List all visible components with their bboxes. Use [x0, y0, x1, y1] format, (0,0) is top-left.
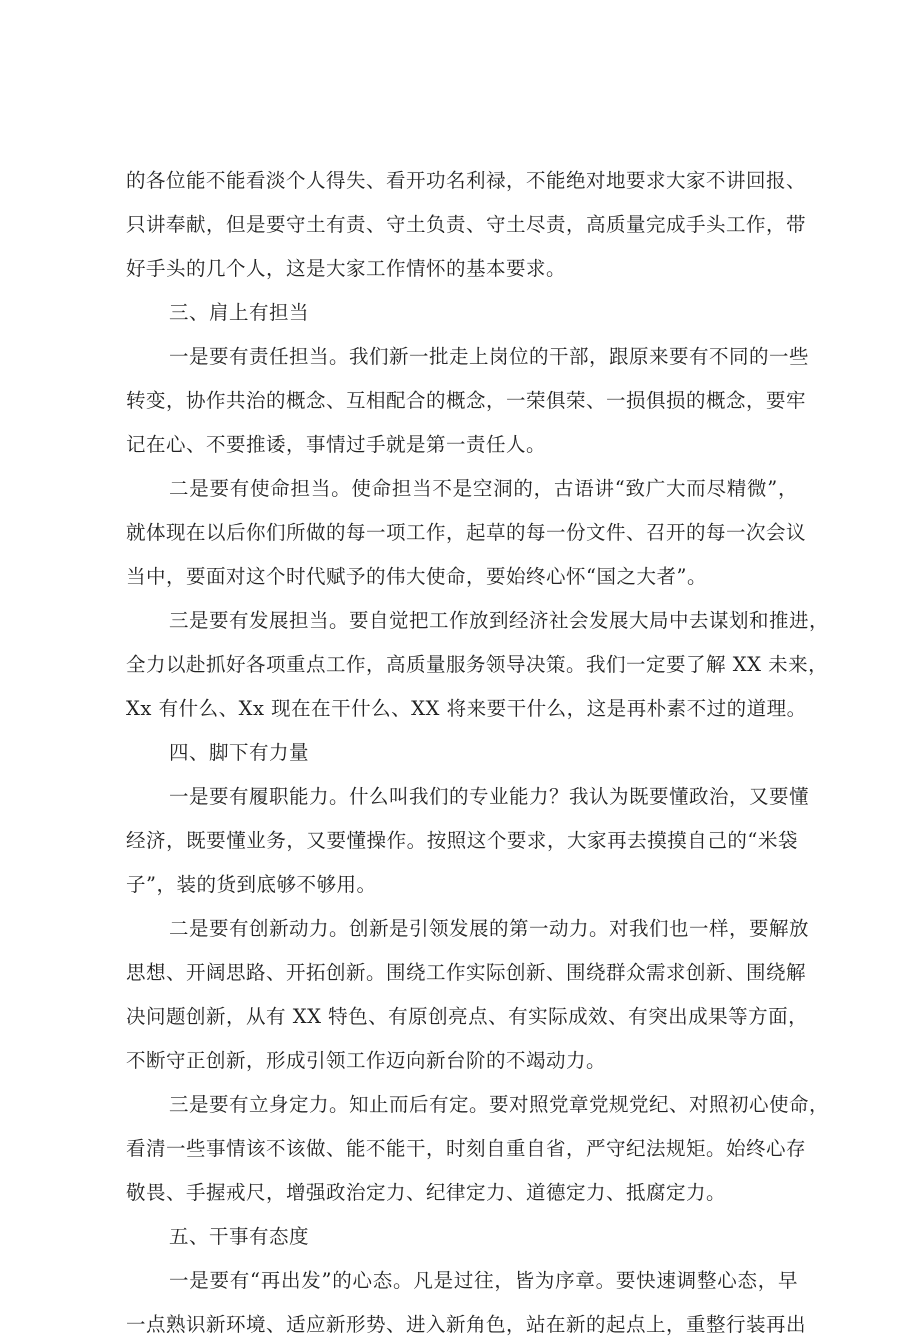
- paragraph-line: 子”，装的货到底够不够用。: [126, 873, 377, 896]
- paragraph-line: 一是要有责任担当。我们新一批走上岗位的干部，跟原来要有不同的一些: [169, 345, 810, 368]
- paragraph-line: 一点熟识新环境、适应新形势、进入新角色，站在新的起点上，重整行装再出: [126, 1313, 807, 1336]
- paragraph-line: 一是要有履职能力。什么叫我们的专业能力？我认为既要懂政治，又要懂: [169, 785, 810, 808]
- paragraph-line: 二是要有创新动力。创新是引领发展的第一动力。对我们也一样，要解放: [169, 917, 810, 940]
- paragraph: [126, 1090, 830, 1208]
- paragraph-line: 敬畏、手握戒尺，增强政治定力、纪律定力、道德定力、抵腐定力。: [126, 1181, 727, 1204]
- section-heading: [126, 298, 798, 328]
- paragraph-line: 一是要有“再出发”的心态。凡是过往，皆为序章。要快速调整心态，早: [169, 1269, 798, 1292]
- section-heading: [126, 738, 798, 768]
- heading-text: 三、肩上有担当: [169, 301, 310, 324]
- paragraph-line: Xx 有什么、Xx 现在在干什么、XX 将来要干什么，这是再朴素不过的道理。: [126, 697, 807, 720]
- paragraph-line: 的各位能不能看淡个人得失、看开功名利禄，不能绝对地要求大家不讲回报、: [126, 169, 807, 192]
- paragraph-line: 全力以赴抓好各项重点工作，高质量服务领导决策。我们一定要了解 XX 未来，: [126, 653, 829, 676]
- paragraph-line: 决问题创新，从有 XX 特色、有原创亮点、有实际成效、有突出成果等方面，: [126, 1005, 809, 1028]
- document-body: [126, 166, 830, 1340]
- paragraph: [126, 1266, 807, 1340]
- heading-text: 四、脚下有力量: [169, 741, 310, 764]
- paragraph-line: 转变，协作共治的概念、互相配合的概念，一荣俱荣、一损俱损的概念，要牢: [126, 389, 807, 412]
- paragraph-line: 记在心、不要推诿，事情过手就是第一责任人。: [126, 433, 547, 456]
- paragraph-line: 三是要有发展担当。要自觉把工作放到经济社会发展大局中去谋划和推进，: [169, 609, 830, 632]
- paragraph-line: 当中，要面对这个时代赋予的伟大使命，要始终心怀“国之大者”。: [126, 565, 707, 588]
- paragraph: [126, 782, 810, 900]
- paragraph-line: 就体现在以后你们所做的每一项工作，起草的每一份文件、召开的每一次会议: [126, 521, 807, 544]
- paragraph-line: 不断守正创新，形成引领工作迈向新台阶的不竭动力。: [126, 1049, 607, 1072]
- paragraph: [126, 342, 810, 460]
- paragraph: [126, 606, 830, 724]
- paragraph-line: 经济，既要懂业务，又要懂操作。按照这个要求，大家再去摸摸自己的“米袋: [126, 829, 798, 852]
- heading-text: 五、干事有态度: [169, 1225, 310, 1248]
- paragraph-line: 看清一些事情该不该做、能不能干，时刻自重自省，严守纪法规矩。始终心存: [126, 1137, 807, 1160]
- paragraph: [126, 914, 810, 1076]
- paragraph: [126, 474, 807, 592]
- paragraph-line: 三是要有立身定力。知止而后有定。要对照党章党规党纪、对照初心使命，: [169, 1093, 830, 1116]
- paragraph-line: 二是要有使命担当。使命担当不是空洞的，古语讲“致广大而尽精微”，: [169, 477, 798, 500]
- paragraph-line: 好手头的几个人，这是大家工作情怀的基本要求。: [126, 257, 567, 280]
- paragraph: [126, 166, 807, 284]
- paragraph-line: 只讲奉献，但是要守土有责、守土负责、守土尽责，高质量完成手头工作，带: [126, 213, 807, 236]
- section-heading: [126, 1222, 798, 1252]
- paragraph-line: 思想、开阔思路、开拓创新。围绕工作实际创新、围绕群众需求创新、围绕解: [126, 961, 807, 984]
